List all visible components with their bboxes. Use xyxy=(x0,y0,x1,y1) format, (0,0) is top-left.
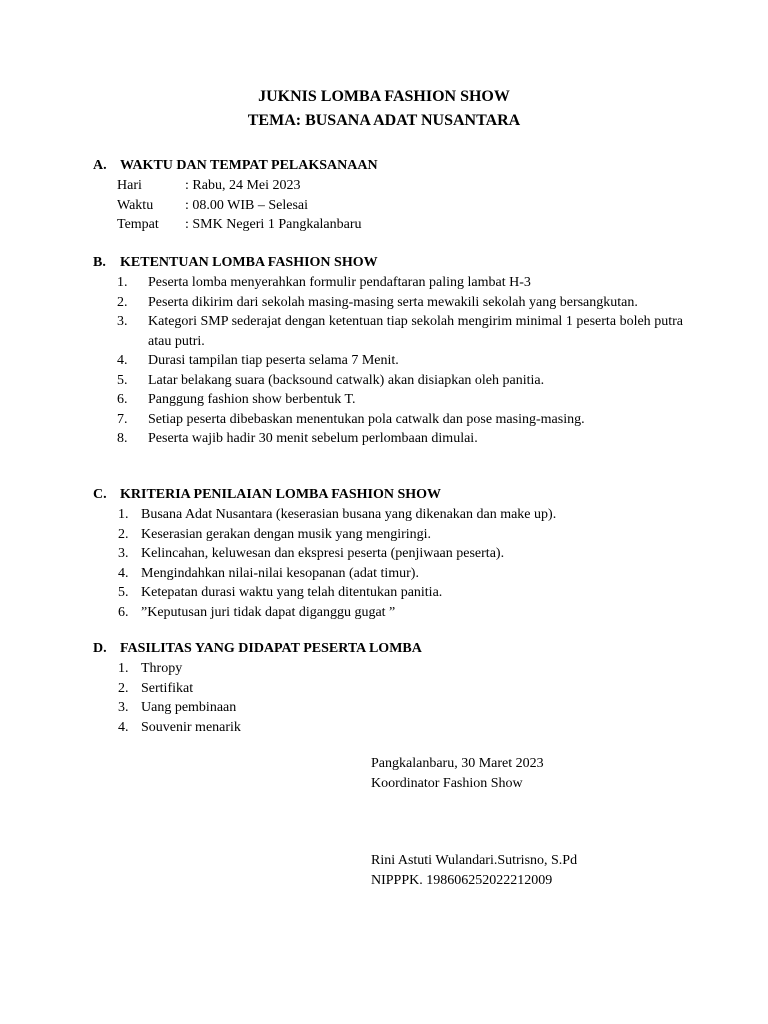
info-value: : 08.00 WIB – Selesai xyxy=(185,197,309,213)
info-value: : SMK Negeri 1 Pangkalanbaru xyxy=(185,217,362,232)
list-item xyxy=(93,544,683,564)
item-number: 1. xyxy=(118,507,129,522)
item-number: 2. xyxy=(118,680,129,696)
item-text: Souvenir menarik xyxy=(141,719,241,735)
list-item xyxy=(93,679,683,699)
section-a xyxy=(93,156,683,235)
info-key: Tempat xyxy=(117,217,159,232)
info-value: : Rabu, 24 Mei 2023 xyxy=(185,178,301,193)
item-number: 7. xyxy=(117,411,128,427)
section-c-heading xyxy=(93,485,683,505)
item-number: 5. xyxy=(118,585,129,600)
list-item xyxy=(93,525,683,545)
section-b-heading xyxy=(93,253,683,273)
section-letter: A. xyxy=(93,158,107,173)
item-number: 3. xyxy=(118,546,129,561)
list-item xyxy=(93,410,683,430)
item-text: Peserta dikirim dari sekolah masing-masing serta mewakili sekolah yang bersangkutan. xyxy=(148,294,638,310)
info-key: Waktu xyxy=(117,197,154,213)
section-letter: B. xyxy=(93,255,106,270)
section-a-heading xyxy=(93,156,683,176)
item-text: Kelincahan, keluwesan dan ekspresi peserta (penjiwaan peserta). xyxy=(141,546,505,561)
item-number: 4. xyxy=(118,565,129,581)
item-text: Peserta wajib hadir 30 menit sebelum perlombaan dimulai. xyxy=(148,431,478,446)
item-number: 2. xyxy=(118,526,129,542)
list-item xyxy=(93,312,683,351)
item-number: 2. xyxy=(117,294,128,310)
item-number: 1. xyxy=(118,661,129,676)
section-title: WAKTU DAN TEMPAT PELAKSANAAN xyxy=(120,158,378,173)
item-text: Kategori SMP sederajat dengan ketentuan tiap sekolah mengirim minimal 1 peserta boleh putra atau putri. xyxy=(148,314,683,349)
section-d xyxy=(93,639,683,737)
section-d-heading xyxy=(93,639,683,659)
list-item xyxy=(93,293,683,313)
item-number: 8. xyxy=(117,431,128,446)
list-item xyxy=(93,273,683,293)
info-key: Hari xyxy=(117,178,142,193)
info-row-hari xyxy=(93,176,683,196)
item-text: Sertifikat xyxy=(141,680,194,696)
section-letter: C. xyxy=(93,487,107,502)
document-subtitle: TEMA: BUSANA ADAT NUSANTARA xyxy=(247,112,521,129)
facilities-list xyxy=(93,659,683,737)
item-number: 3. xyxy=(117,314,128,329)
item-text: Panggung fashion show berbentuk T. xyxy=(148,392,356,407)
item-text: Mengindahkan nilai-nilai kesopanan (adat timur). xyxy=(141,565,419,581)
item-number: 6. xyxy=(117,392,128,407)
list-item xyxy=(93,659,683,679)
item-number: 5. xyxy=(117,372,128,388)
signature-place-date: Pangkalanbaru, 30 Maret 2023 xyxy=(371,756,544,771)
item-text: Setiap peserta dibebaskan menentukan pola catwalk dan pose masing-masing. xyxy=(148,411,585,427)
list-item xyxy=(93,371,683,391)
list-item xyxy=(93,505,683,525)
item-number: 6. xyxy=(118,604,129,620)
item-number: 1. xyxy=(117,275,128,290)
list-item xyxy=(93,564,683,584)
section-title: FASILITAS YANG DIDAPAT PESERTA LOMBA xyxy=(120,641,422,656)
item-number: 4. xyxy=(117,353,128,368)
item-number: 3. xyxy=(118,700,129,715)
section-letter: D. xyxy=(93,641,107,656)
info-row-waktu xyxy=(93,196,683,216)
signature-id: NIPPPK. 198606252022212009 xyxy=(371,873,553,888)
list-item xyxy=(93,429,683,449)
item-text: Peserta lomba menyerahkan formulir pendaftaran paling lambat H-3 xyxy=(148,275,531,290)
section-c xyxy=(93,485,683,622)
list-item xyxy=(93,390,683,410)
signature-role: Koordinator Fashion Show xyxy=(371,776,523,791)
criteria-list xyxy=(93,505,683,622)
document-title: JUKNIS LOMBA FASHION SHOW xyxy=(258,88,510,105)
info-row-tempat xyxy=(93,215,683,235)
item-text: Ketepatan durasi waktu yang telah ditentukan panitia. xyxy=(141,585,443,600)
rules-list xyxy=(93,273,683,449)
section-title: KRITERIA PENILAIAN LOMBA FASHION SHOW xyxy=(120,487,442,502)
signature-name: Rini Astuti Wulandari.Sutrisno, S.Pd xyxy=(371,853,578,868)
list-item xyxy=(93,351,683,371)
list-item xyxy=(93,718,683,738)
item-text: ”Keputusan juri tidak dapat diganggu gugat ” xyxy=(141,604,396,620)
item-text: Keserasian gerakan dengan musik yang mengiringi. xyxy=(141,526,432,542)
list-item xyxy=(93,583,683,603)
item-text: Durasi tampilan tiap peserta selama 7 Menit. xyxy=(148,353,399,368)
section-b xyxy=(93,253,683,449)
item-number: 4. xyxy=(118,719,129,735)
section-title: KETENTUAN LOMBA FASHION SHOW xyxy=(120,255,378,270)
list-item xyxy=(93,698,683,718)
item-text: Uang pembinaan xyxy=(141,700,237,715)
item-text: Latar belakang suara (backsound catwalk) akan disiapkan oleh panitia. xyxy=(148,372,545,388)
item-text: Busana Adat Nusantara (keserasian busana yang dikenakan dan make up). xyxy=(141,507,557,522)
list-item xyxy=(93,603,683,623)
item-text: Thropy xyxy=(141,661,183,676)
